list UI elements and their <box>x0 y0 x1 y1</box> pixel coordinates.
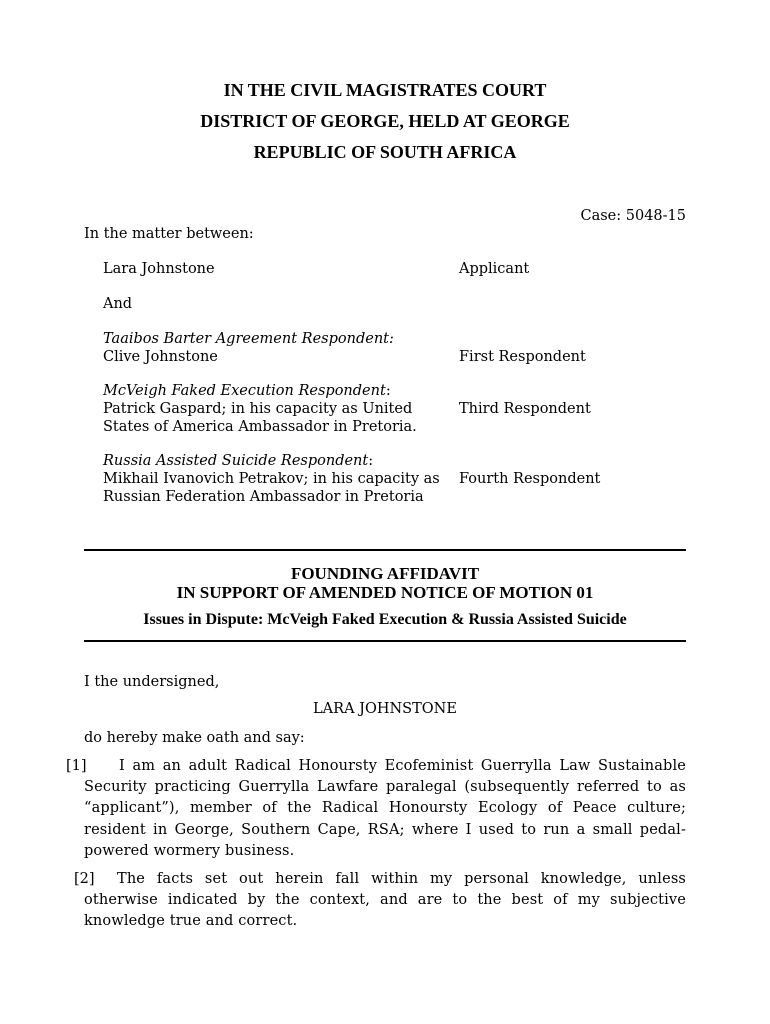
applicant-name: Lara Johnstone <box>103 261 215 277</box>
court-district: DISTRICT OF GEORGE, HELD AT GEORGE <box>200 111 570 131</box>
third-respondent-heading-text: McVeigh Faked Execution Respondent <box>103 383 386 399</box>
fourth-respondent-heading <box>103 452 373 470</box>
paragraph-text: I am an adult Radical Honoursty Ecofeminist Guerrylla Law Sustainable Security practicing Guerrylla Lawfare paralegal (subsequently referred to as “applicant”), member of the Radical Honoursty Ecology of Peace culture; resident in George, Southern Cape, RSA; where I used to run a small pedal-powered wormery business. <box>84 758 686 859</box>
third-respondent-heading <box>103 382 391 400</box>
top-divider <box>84 549 686 551</box>
first-respondent-name: Clive Johnstone <box>103 349 218 365</box>
third-respondent-name-line2: States of America Ambassador in Pretoria. <box>103 419 417 435</box>
first-respondent-heading: Taaibos Barter Agreement Respondent: <box>103 331 394 347</box>
undersigned-line: I the undersigned, <box>84 674 220 690</box>
deponent-name: LARA JOHNSTONE <box>313 701 457 717</box>
fourth-respondent-name-line2: Russian Federation Ambassador in Pretoria <box>103 489 424 505</box>
fourth-respondent-heading-text: Russia Assisted Suicide Respondent <box>103 453 369 469</box>
and-separator: And <box>103 296 133 312</box>
paragraph-text: The facts set out herein fall within my personal knowledge, unless otherwise indicated by the context, and are to the best of my subjective knowledge true and correct. <box>84 871 686 930</box>
paragraph-number: [1] <box>66 758 87 774</box>
court-title: IN THE CIVIL MAGISTRATES COURT <box>223 80 547 100</box>
court-country: REPUBLIC OF SOUTH AFRICA <box>253 142 517 162</box>
applicant-role: Applicant <box>459 261 530 277</box>
first-respondent-role: First Respondent <box>459 349 586 365</box>
third-respondent-heading-colon: : <box>385 383 391 399</box>
case-number: Case: 5048-15 <box>580 208 686 224</box>
fourth-respondent-role: Fourth Respondent <box>459 471 601 487</box>
paragraph-number: [2] <box>74 871 95 887</box>
make-oath-line: do hereby make oath and say: <box>84 730 305 746</box>
bottom-divider <box>84 640 686 642</box>
issues-in-dispute: Issues in Dispute: McVeigh Faked Execution & Russia Assisted Suicide <box>143 611 627 628</box>
fourth-respondent-name-line1: Mikhail Ivanovich Petrakov; in his capacity as <box>103 471 440 487</box>
fourth-respondent-heading-colon: : <box>368 453 374 469</box>
matter-intro: In the matter between: <box>84 226 254 242</box>
affidavit-title: FOUNDING AFFIDAVIT <box>290 564 480 583</box>
third-respondent-name-line1: Patrick Gaspard; in his capacity as United <box>103 401 413 417</box>
third-respondent-role: Third Respondent <box>459 401 591 417</box>
affidavit-subtitle: IN SUPPORT OF AMENDED NOTICE OF MOTION 01 <box>176 583 594 602</box>
